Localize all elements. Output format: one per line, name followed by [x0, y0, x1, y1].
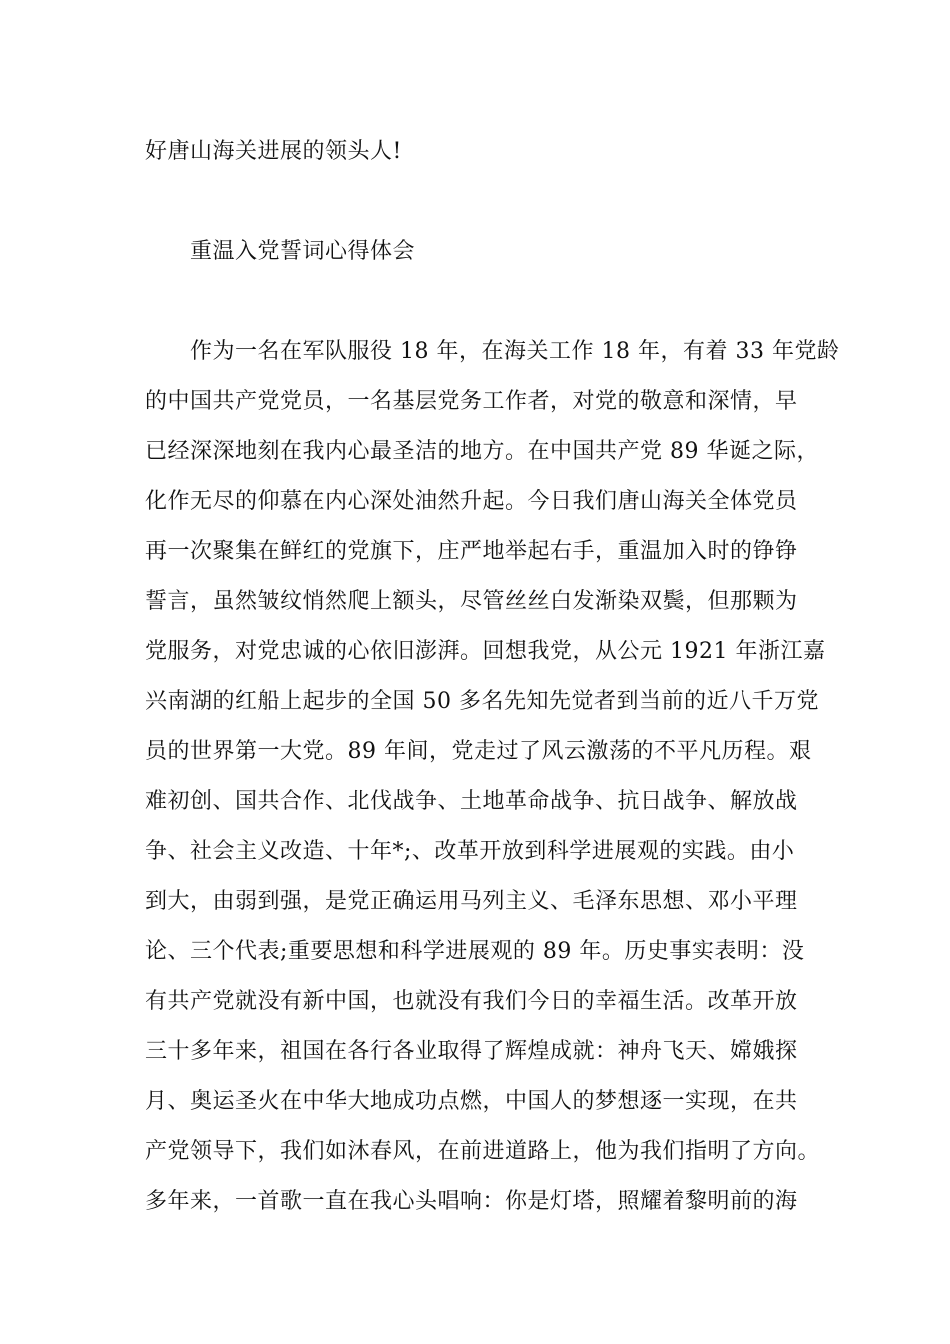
paragraph-line: 员的世界第一大党。89 年间，党走过了风云激荡的不平凡历程。艰 — [145, 739, 812, 764]
paragraph-line: 有共产党就没有新中国，也就没有我们今日的幸福生活。改革开放 — [145, 989, 798, 1014]
paragraph-line: 产党领导下，我们如沐春风，在前进道路上，他为我们指明了方向。 — [145, 1139, 821, 1164]
continuation-line: 好唐山海关进展的领头人! — [145, 139, 402, 164]
paragraph-line: 党服务，对党忠诚的心依旧澎湃。回想我党，从公元 1921 年浙江嘉 — [145, 639, 826, 664]
paragraph-line: 已经深深地刻在我内心最圣洁的地方。在中国共产党 89 华诞之际， — [145, 439, 819, 464]
paragraph-line: 论、三个代表;重要思想和科学进展观的 89 年。历史事实表明：没 — [145, 939, 805, 964]
paragraph-line: 月、奥运圣火在中华大地成功点燃，中国人的梦想逐一实现，在共 — [145, 1089, 798, 1114]
paragraph-line: 化作无尽的仰慕在内心深处油然升起。今日我们唐山海关全体党员 — [145, 489, 798, 514]
paragraph-line: 争、社会主义改造、十年*;、改革开放到科学进展观的实践。由小 — [145, 839, 795, 864]
paragraph-line: 的中国共产党党员，一名基层党务工作者，对党的敬意和深情，早 — [145, 389, 798, 414]
paragraph-line: 三十多年来，祖国在各行各业取得了辉煌成就：神舟飞天、嫦娥探 — [145, 1039, 798, 1064]
paragraph-line: 多年来，一首歌一直在我心头唱响：你是灯塔，照耀着黎明前的海 — [145, 1189, 798, 1214]
paragraph-line: 兴南湖的红船上起步的全国 50 多名先知先觉者到当前的近八千万党 — [145, 689, 819, 714]
section-title: 重温入党誓词心得体会 — [190, 239, 416, 264]
paragraph-line: 难初创、国共合作、北伐战争、土地革命战争、抗日战争、解放战 — [145, 789, 798, 814]
paragraph-line: 到大，由弱到强，是党正确运用马列主义、毛泽东思想、邓小平理 — [145, 889, 798, 914]
paragraph-line: 誓言，虽然皱纹悄然爬上额头，尽管丝丝白发渐染双鬓，但那颗为 — [145, 589, 798, 614]
paragraph-line: 再一次聚集在鲜红的党旗下，庄严地举起右手，重温加入时的铮铮 — [145, 539, 798, 564]
paragraph-line: 作为一名在军队服役 18 年，在海关工作 18 年，有着 33 年党龄 — [190, 339, 840, 364]
